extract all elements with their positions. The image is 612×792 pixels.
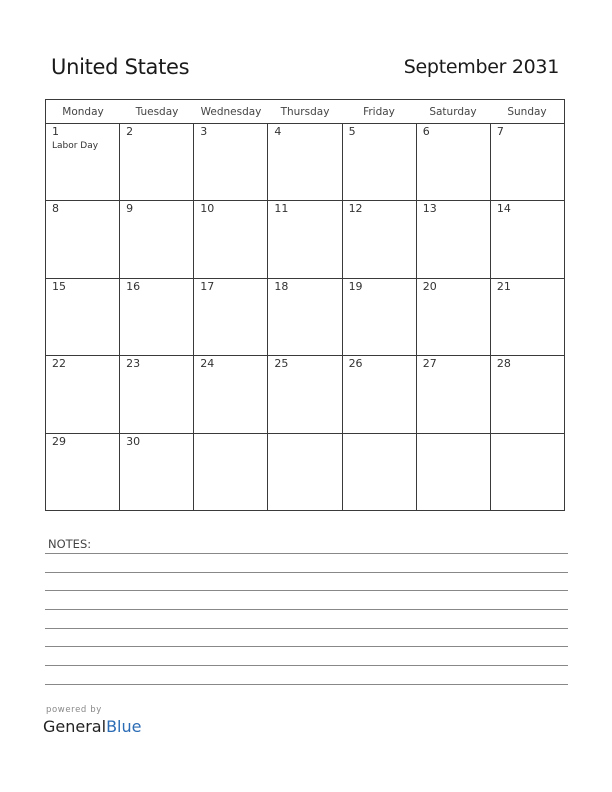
day-number: 11 bbox=[274, 202, 289, 216]
day-number: 18 bbox=[274, 279, 289, 293]
day-number: 17 bbox=[200, 279, 215, 293]
day-number: 9 bbox=[126, 202, 134, 216]
day-number: 25 bbox=[274, 357, 289, 371]
day-number: 23 bbox=[126, 357, 141, 371]
day-number: 3 bbox=[200, 125, 208, 138]
day-cell bbox=[194, 201, 268, 277]
day-number: 26 bbox=[348, 357, 363, 371]
day-number: 13 bbox=[422, 202, 437, 216]
day-cell bbox=[491, 356, 564, 432]
generalblue-logo bbox=[43, 717, 141, 736]
day-cell bbox=[46, 201, 120, 277]
day-cell bbox=[268, 356, 342, 432]
day-number: 16 bbox=[126, 279, 141, 293]
day-number: 27 bbox=[422, 357, 437, 371]
day-cell bbox=[343, 124, 417, 200]
day-number: 10 bbox=[200, 202, 215, 216]
week-row bbox=[46, 434, 564, 511]
day-cell bbox=[268, 279, 342, 355]
day-cell bbox=[194, 279, 268, 355]
holiday-label: Labor Day bbox=[52, 141, 99, 151]
note-line bbox=[45, 684, 568, 685]
day-cell bbox=[194, 124, 268, 200]
powered-by-text: powered by bbox=[46, 705, 102, 715]
notes-label: NOTES: bbox=[48, 537, 92, 551]
weekday-monday: Monday bbox=[62, 106, 104, 118]
day-cell bbox=[120, 124, 194, 200]
day-number: 20 bbox=[422, 279, 437, 293]
day-cell bbox=[46, 356, 120, 432]
day-number: 12 bbox=[348, 202, 363, 216]
day-number: 15 bbox=[52, 279, 66, 293]
week-row bbox=[46, 356, 564, 433]
country-title: United States bbox=[51, 55, 190, 79]
day-cell bbox=[120, 434, 194, 511]
day-cell bbox=[343, 356, 417, 432]
day-cell bbox=[417, 279, 491, 355]
day-number: 7 bbox=[496, 125, 504, 138]
day-cell bbox=[120, 356, 194, 432]
day-number: 28 bbox=[496, 357, 511, 371]
weekday-thursday: Thursday bbox=[280, 106, 330, 118]
day-number: 6 bbox=[422, 125, 430, 138]
day-cell bbox=[46, 434, 120, 511]
note-line bbox=[45, 572, 568, 573]
note-line bbox=[45, 553, 568, 554]
day-cell bbox=[194, 356, 268, 432]
week-row bbox=[46, 124, 564, 201]
day-cell bbox=[417, 434, 491, 511]
note-line bbox=[45, 628, 568, 629]
day-cell bbox=[194, 434, 268, 511]
week-row bbox=[46, 279, 564, 356]
day-cell bbox=[46, 279, 120, 355]
day-cell bbox=[491, 434, 564, 511]
day-number: 22 bbox=[52, 357, 66, 371]
day-cell bbox=[120, 279, 194, 355]
week-row bbox=[46, 201, 564, 278]
day-cell bbox=[343, 434, 417, 511]
weekday-header bbox=[46, 100, 564, 124]
day-cell bbox=[343, 201, 417, 277]
day-number: 19 bbox=[348, 279, 363, 293]
note-line bbox=[45, 646, 568, 647]
day-cell bbox=[120, 201, 194, 277]
day-number: 29 bbox=[52, 434, 66, 448]
day-number: 4 bbox=[274, 125, 282, 138]
weekday-sunday: Sunday bbox=[507, 106, 547, 118]
day-cell bbox=[268, 124, 342, 200]
day-cell bbox=[343, 279, 417, 355]
day-number: 2 bbox=[126, 125, 134, 138]
day-cell bbox=[491, 124, 564, 200]
brand-blue: Blue bbox=[106, 717, 142, 736]
day-cell bbox=[268, 201, 342, 277]
weekday-friday: Friday bbox=[363, 106, 395, 118]
day-cell bbox=[417, 356, 491, 432]
day-cell bbox=[268, 434, 342, 511]
day-number: 30 bbox=[126, 434, 141, 448]
day-number: 1 bbox=[52, 125, 59, 138]
day-cell bbox=[417, 201, 491, 277]
day-number: 5 bbox=[348, 125, 356, 138]
day-cell bbox=[491, 201, 564, 277]
day-cell bbox=[46, 124, 120, 200]
calendar-grid bbox=[45, 99, 565, 511]
weekday-wednesday: Wednesday bbox=[200, 106, 262, 118]
day-number: 24 bbox=[200, 357, 215, 371]
day-number: 8 bbox=[52, 202, 59, 216]
day-cell bbox=[491, 279, 564, 355]
note-line bbox=[45, 609, 568, 610]
weekday-tuesday: Tuesday bbox=[135, 106, 179, 118]
day-number: 21 bbox=[496, 279, 511, 293]
note-line bbox=[45, 665, 568, 666]
day-number: 14 bbox=[496, 202, 511, 216]
month-year-title: September 2031 bbox=[403, 56, 559, 78]
weekday-saturday: Saturday bbox=[429, 106, 477, 118]
note-line bbox=[45, 590, 568, 591]
day-cell bbox=[417, 124, 491, 200]
brand-general: General bbox=[43, 717, 107, 736]
